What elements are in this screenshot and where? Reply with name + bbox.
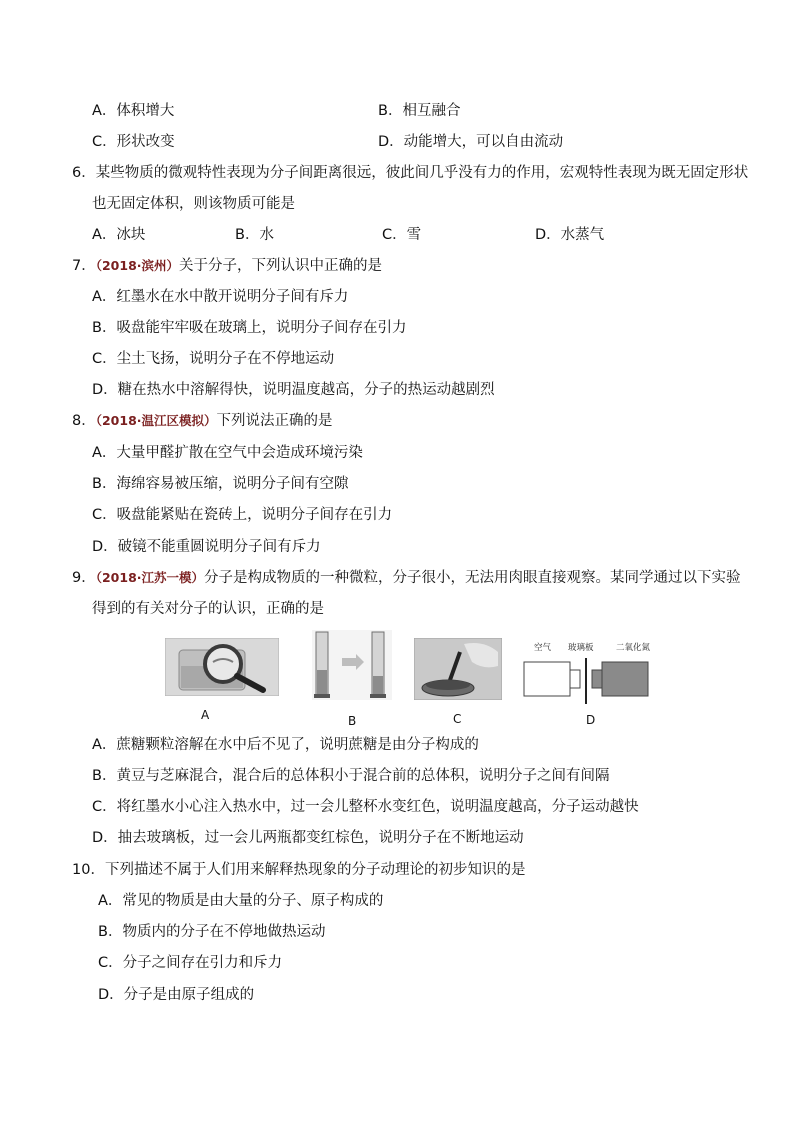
- q9-figure-label-d: D: [586, 713, 596, 727]
- q8-source: （2018·温江区模拟）: [95, 413, 217, 428]
- q9-figure-d-label-plate: 玻璃板: [568, 643, 594, 653]
- q8-option-d: D．破镜不能重圆说明分子间有斥力: [92, 539, 321, 555]
- q9-stem-text: 分子是构成物质的一种微粒，分子很小，无法用肉眼直接观察。某同学通过以下实验: [204, 570, 741, 586]
- q9-option-b: B．黄豆与芝麻混合，混合后的总体积小于混合前的总体积，说明分子之间有间隔: [92, 768, 610, 784]
- q9-stem-line2: 得到的有关对分子的认识，正确的是: [92, 601, 324, 617]
- q9-source: （2018·江苏一模）: [95, 570, 205, 585]
- q7-source: （2018·滨州）: [95, 258, 180, 273]
- q9-figure-b: [312, 630, 392, 700]
- q7-option-b: B．吸盘能牢牢吸在玻璃上，说明分子间存在引力: [92, 320, 407, 336]
- q8-option-b: B．海绵容易被压缩，说明分子间有空隙: [92, 476, 349, 492]
- q7-option-c: C．尘土飞扬，说明分子在不停地运动: [92, 351, 335, 367]
- q7-option-d: D．糖在热水中溶解得快，说明温度越高，分子的热运动越剧烈: [92, 382, 495, 398]
- q9-option-a: A．蔗糖颗粒溶解在水中后不见了，说明蔗糖是由分子构成的: [92, 737, 479, 753]
- q7-stem-text: 关于分子，下列认识中正确的是: [179, 258, 383, 274]
- q9-option-c: C．将红墨水小心注入热水中，过一会儿整杯水变红色，说明温度越高，分子运动越快: [92, 799, 639, 815]
- q6-option-c: C．雪: [382, 227, 422, 243]
- q5-option-d: D．动能增大，可以自由流动: [378, 134, 564, 150]
- q6-option-d: D．水蒸气: [535, 227, 605, 243]
- q9-figure-d-label-air: 空气: [534, 643, 552, 653]
- q7-option-a: A．红墨水在水中散开说明分子间有斥力: [92, 289, 349, 305]
- q6-option-b: B．水: [235, 227, 274, 243]
- q10-option-a: A．常见的物质是由大量的分子、原子构成的: [98, 893, 384, 909]
- q9-figure-label-a: A: [201, 708, 210, 722]
- q9-option-d: D．抽去玻璃板，过一会儿两瓶都变红棕色，说明分子在不断地运动: [92, 830, 524, 846]
- q5-option-c: C．形状改变: [92, 134, 175, 150]
- q9-figure-d: [522, 638, 672, 706]
- q6-stem-line2: 也无固定体积，则该物质可能是: [92, 196, 295, 212]
- q9-figure-label-c: C: [453, 712, 462, 726]
- q8-stem-text: 下列说法正确的是: [216, 413, 333, 429]
- q8-number: 8．: [72, 413, 96, 429]
- q10-option-b: B．物质内的分子在不停地做热运动: [98, 924, 326, 940]
- q10-option-c: C．分子之间存在引力和斥力: [98, 955, 283, 971]
- q10-option-d: D．分子是由原子组成的: [98, 987, 255, 1003]
- q7-stem: [72, 256, 382, 276]
- q7-number: 7．: [72, 258, 96, 274]
- q9-figure-d-label-no2: 二氧化氮: [616, 643, 651, 653]
- q10-stem: 10．下列描述不属于人们用来解释热现象的分子动理论的初步知识的是: [72, 862, 526, 878]
- q8-option-c: C．吸盘能紧贴在瓷砖上，说明分子间存在引力: [92, 507, 393, 523]
- q5-option-b: B．相互融合: [378, 103, 461, 119]
- q9-figure-label-b: B: [348, 714, 357, 728]
- q9-number: 9．: [72, 570, 96, 586]
- q9-figure-c: [414, 638, 502, 700]
- q8-option-a: A．大量甲醛扩散在空气中会造成环境污染: [92, 445, 363, 461]
- q5-option-a: A．体积增大: [92, 103, 175, 119]
- q6-option-a: A．冰块: [92, 227, 146, 243]
- q6-stem-line1: 6．某些物质的微观特性表现为分子间距离很远，彼此间几乎没有力的作用，宏观特性表现为既无固定形状: [72, 165, 749, 181]
- q9-stem-line1: [72, 568, 741, 588]
- q8-stem: [72, 411, 333, 431]
- q9-figure-a: [165, 638, 279, 696]
